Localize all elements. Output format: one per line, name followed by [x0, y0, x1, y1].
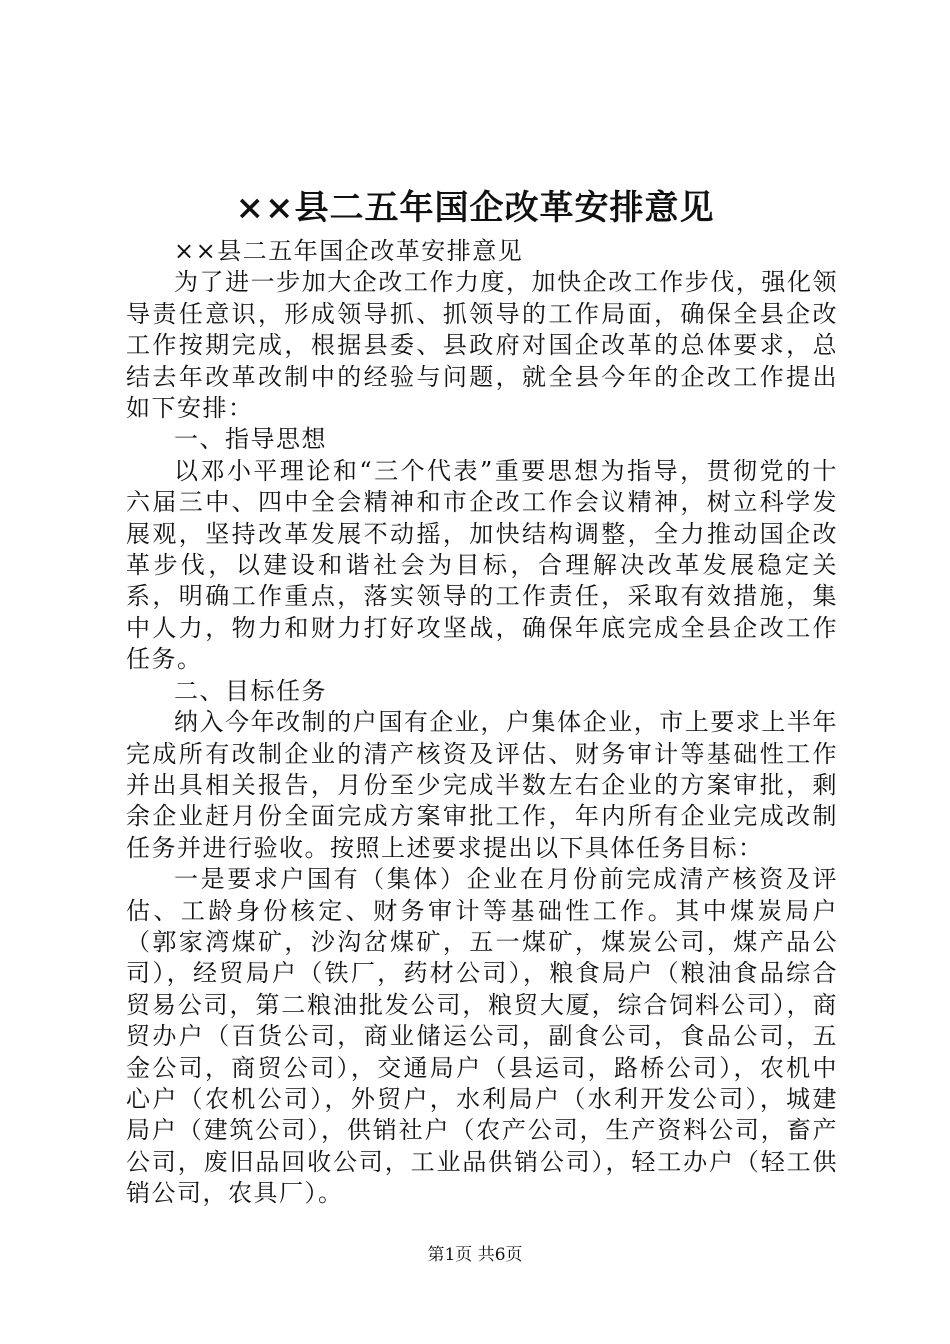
- document-body: [126, 236, 838, 1210]
- document-title: ××县二五年国企改革安排意见: [235, 188, 715, 228]
- paragraph-subtitle: ××县二五年国企改革安排意见: [174, 237, 524, 265]
- paragraph-goals: 纳入今年改制的户国有企业，户集体企业，市上要求上半年完成所有改制企业的清产核资及评估、财务审计等基础性工作并出具相关报告，月份至少完成半数左右企业的方案审批，剩余企业赶月份全面完成方案审批工作，年内所有企业完成改制任务并进行验收。按照上述要求提出以下具体任务目标：: [126, 708, 838, 862]
- paragraph-task-one: 一是要求户国有（集体）企业在月份前完成清产核资及评估、工龄身份核定、财务审计等基础性工作。其中煤炭局户（郭家湾煤矿，沙沟岔煤矿，五一煤矿，煤炭公司，煤产品公司），经贸局户（铁厂，药材公司），粮食局户（粮油食品综合贸易公司，第二粮油批发公司，粮贸大厦，综合饲料公司），商贸办户（百货公司，商业储运公司，副食公司，食品公司，五金公司，商贸公司），交通局户（县运司，路桥公司），农机中心户（农机公司），外贸户，水利局户（水利开发公司），城建局户（建筑公司），供销社户（农产公司，生产资料公司，畜产公司，废旧品回收公司，工业品供销公司），轻工办户（轻工供销公司，农具厂）。: [126, 865, 838, 1208]
- paragraph-guiding-ideology: 以邓小平理论和“三个代表”重要思想为指导，贯彻党的十六届三中、四中全会精神和市企改工作会议精神，树立科学发展观，坚持改革发展不动摇，加快结构调整，全力推动国企改革步伐，以建设和谐社会为目标，合理解决改革发展稳定关系，明确工作重点，落实领导的工作责任，采取有效措施，集中人力，物力和财力打好攻坚战，确保年底完成全县企改工作任务。: [126, 456, 838, 674]
- section-heading-guiding-ideology: 一、指导思想: [174, 425, 327, 454]
- paragraph-intro: 为了进一步加大企改工作力度，加快企改工作步伐，强化领导责任意识，形成领导抓、抓领导的工作局面，确保全县企改工作按期完成，根据县委、县政府对国企改革的总体要求，总结去年改革改制中的经验与问题，就全县今年的企改工作提出如下安排：: [126, 268, 838, 423]
- section-heading-goals: 二、目标任务: [174, 676, 327, 705]
- page-number-footer: 第1页 共6页: [427, 1245, 523, 1265]
